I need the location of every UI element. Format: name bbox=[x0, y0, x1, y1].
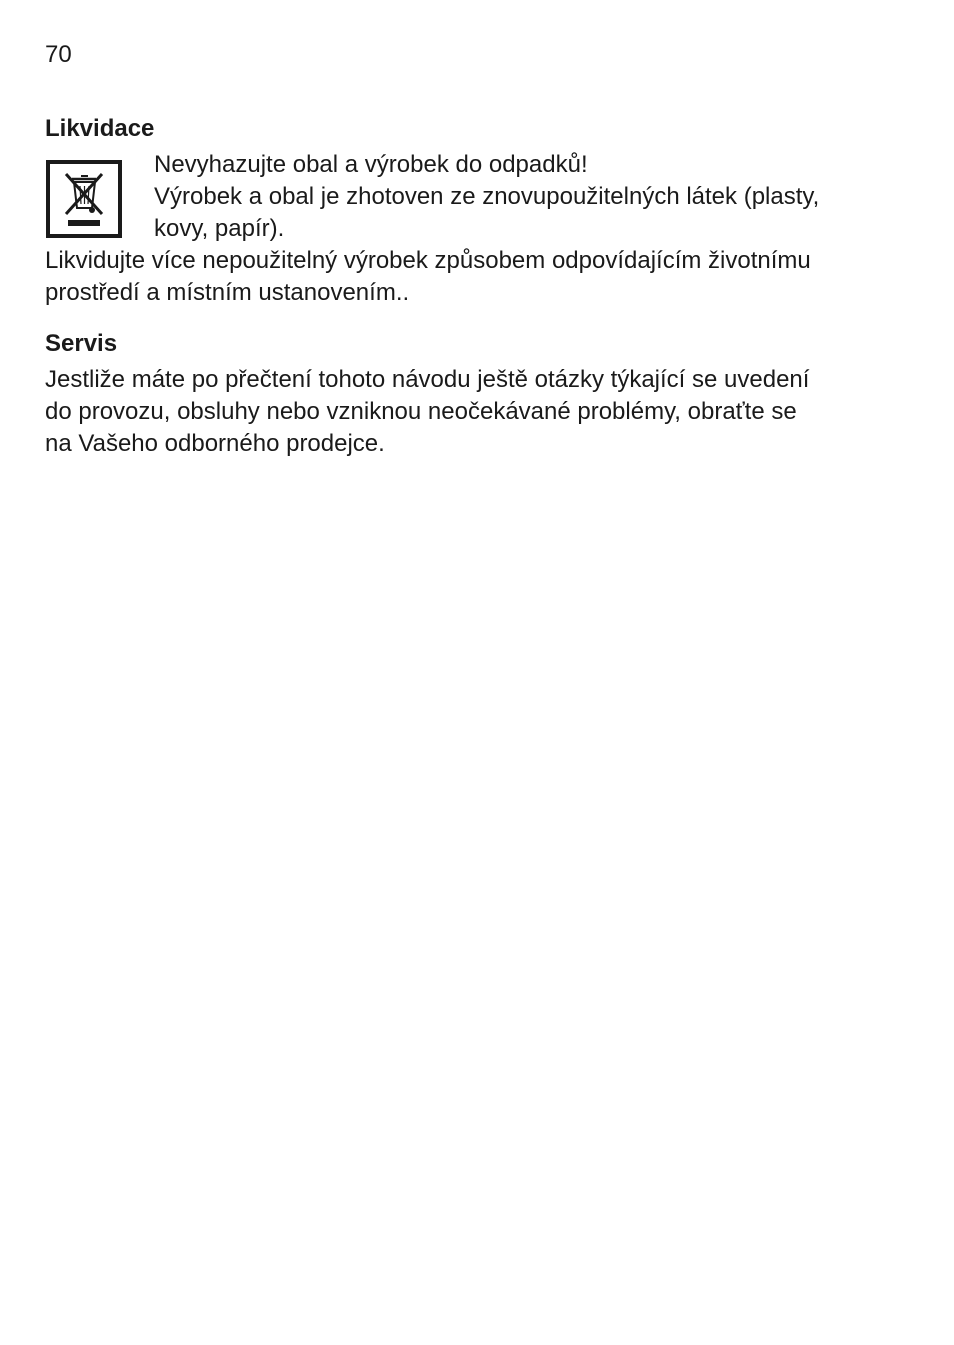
disposal-text-line: Nevyhazujte obal a výrobek do odpadků! bbox=[154, 151, 588, 178]
service-text-line: do provozu, obsluhy nebo vzniknou neočekávané problémy, obraťte se bbox=[45, 398, 797, 425]
service-text-line: na Vašeho odborného prodejce. bbox=[45, 430, 385, 457]
disposal-text-line: Likvidujte více nepoužitelný výrobek způsobem odpovídajícím životnímu bbox=[45, 247, 811, 274]
disposal-heading: Likvidace bbox=[45, 115, 155, 142]
service-text-line: Jestliže máte po přečtení tohoto návodu ještě otázky týkající se uvedení bbox=[45, 366, 810, 393]
disposal-text-line: Výrobek a obal je zhotoven ze znovupoužitelných látek (plasty, bbox=[154, 183, 820, 210]
disposal-text-line: prostředí a místním ustanovením.. bbox=[45, 279, 410, 306]
disposal-text-line: kovy, papír). bbox=[154, 215, 285, 242]
service-heading: Servis bbox=[45, 330, 118, 357]
crossed-out-wheelie-bin-icon bbox=[46, 160, 122, 238]
page-number: 70 bbox=[45, 41, 72, 68]
